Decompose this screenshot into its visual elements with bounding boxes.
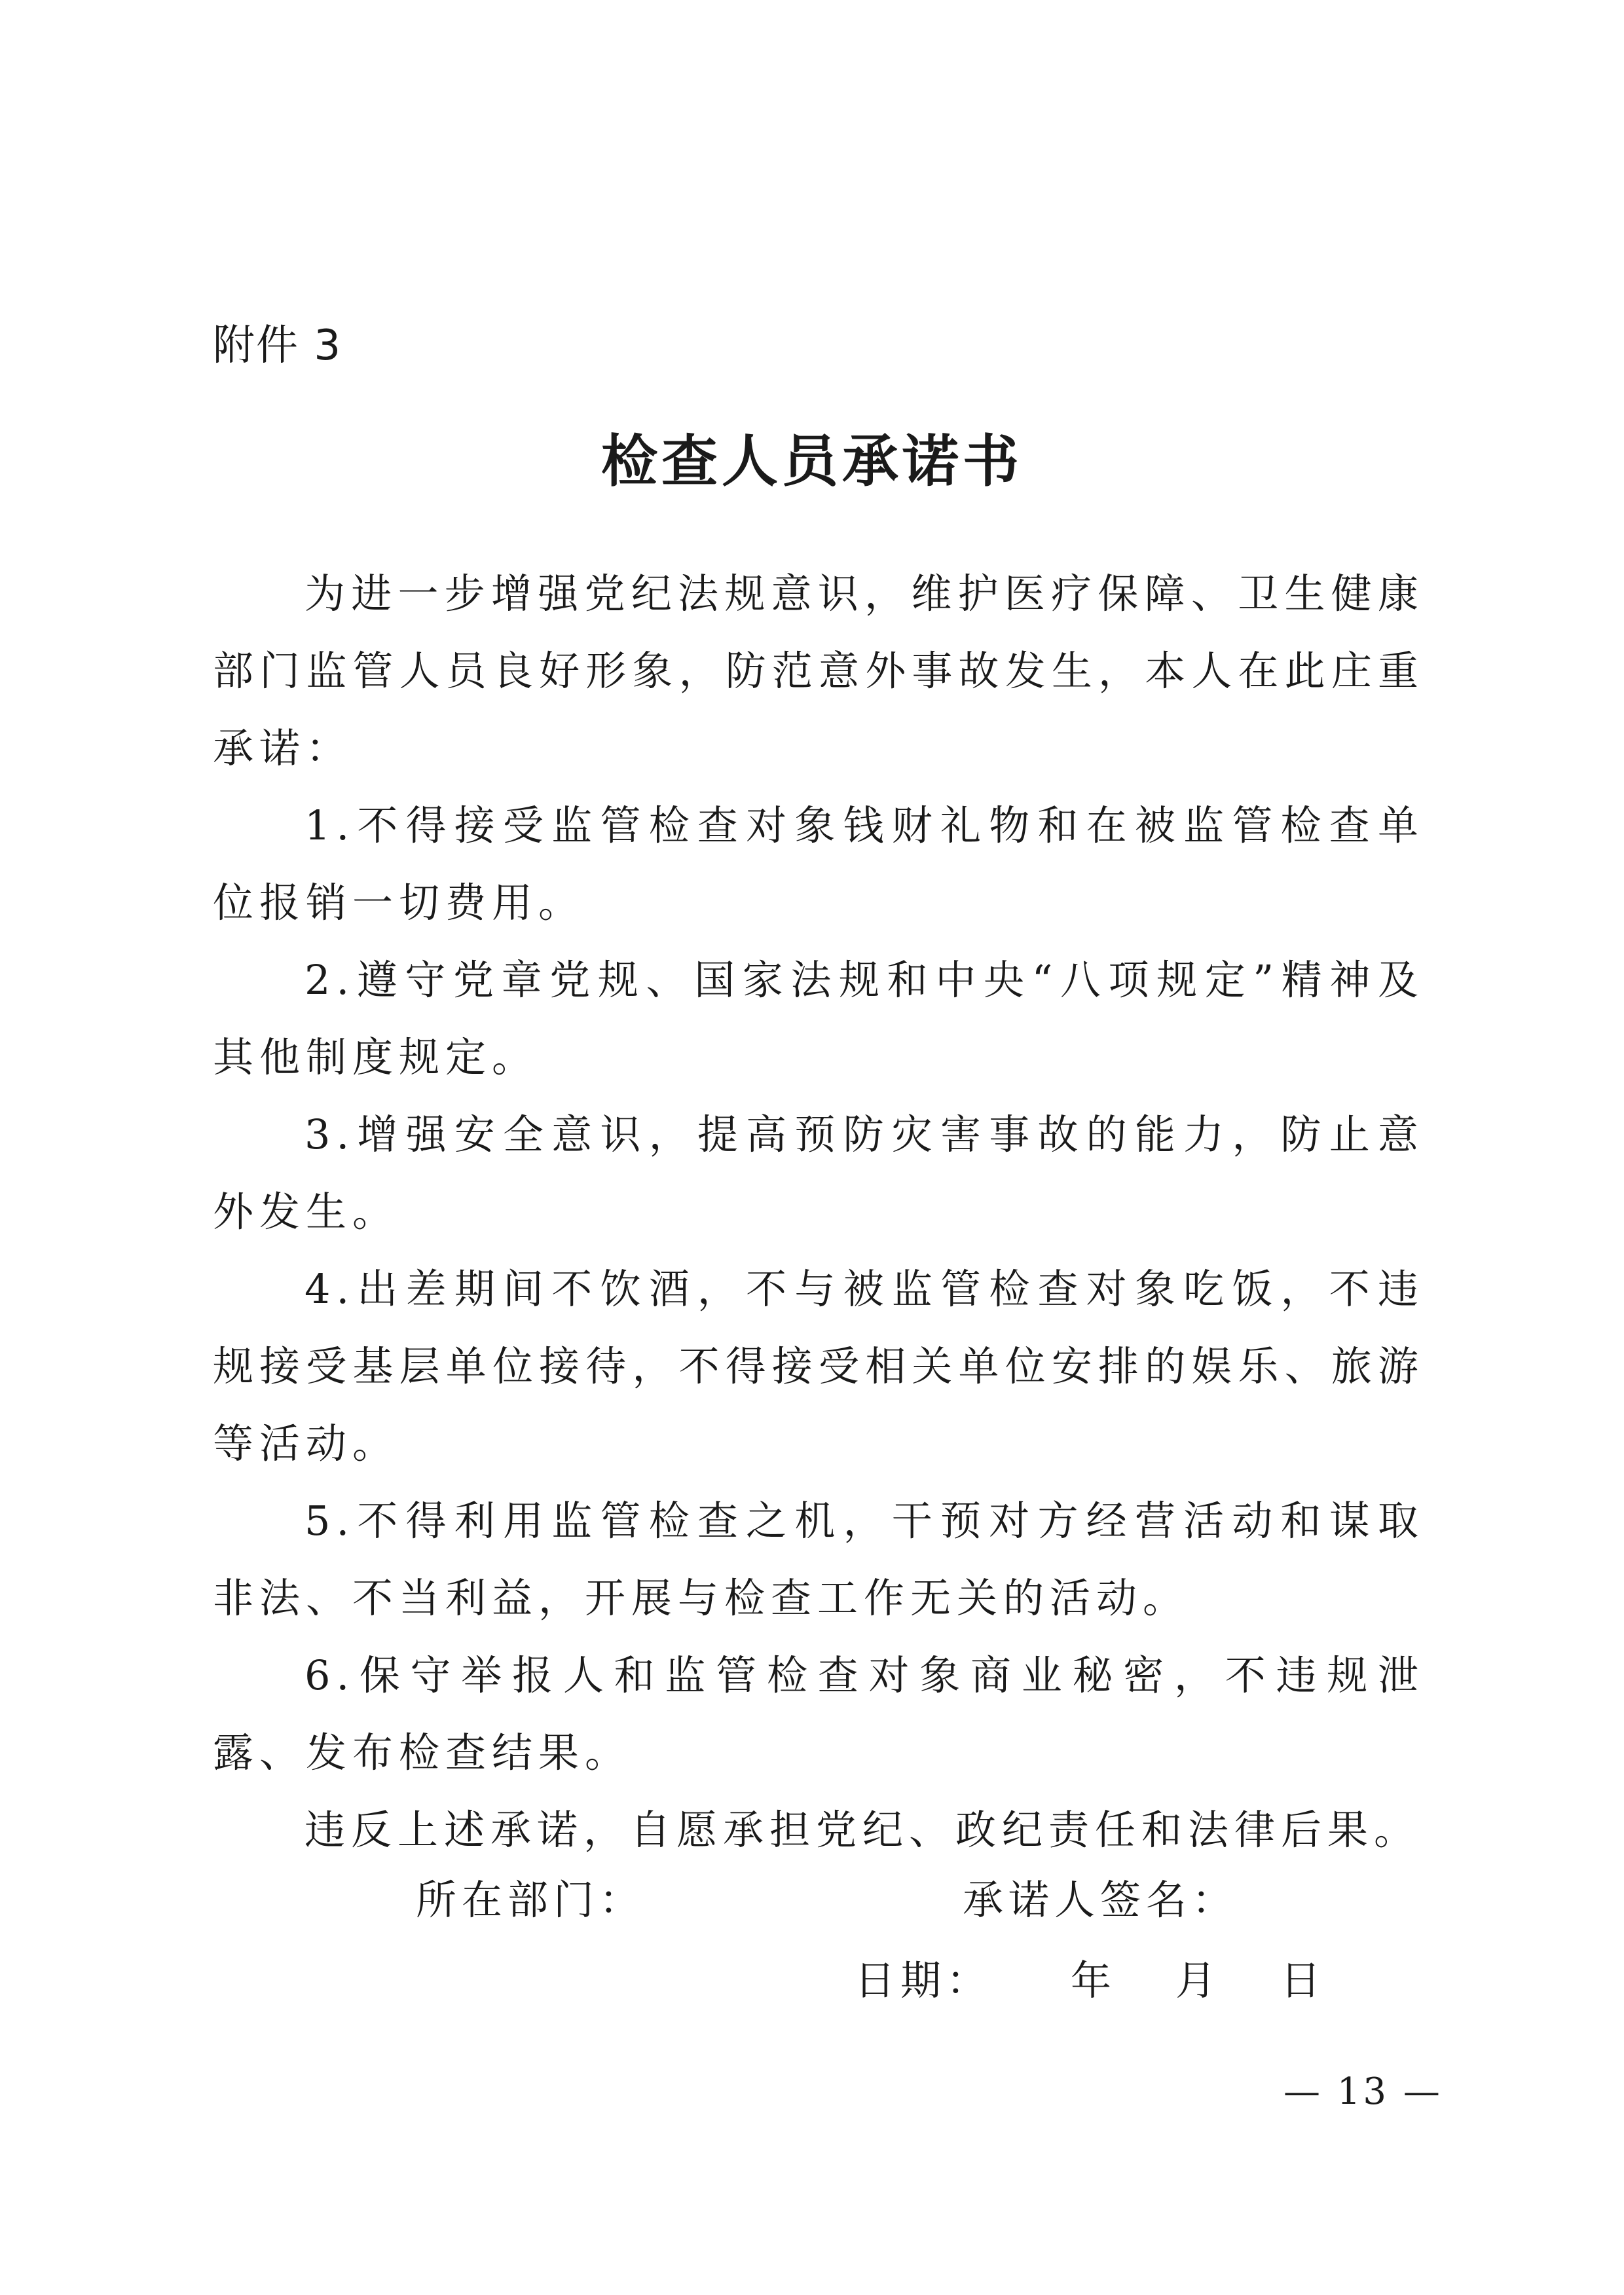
commitment-item-1: 1.不得接受监管检查对象钱财礼物和在被监管检查单位报销一切费用。 <box>213 801 1424 927</box>
commitment-item-5: 5.不得利用监管检查之机，干预对方经营活动和谋取非法、不当利益，开展与检查工作无关的活动。 <box>213 1497 1424 1622</box>
month-label: 月 <box>1175 1956 1222 2004</box>
commitment-item-6: 6.保守举报人和监管检查对象商业秘密，不违规泄露、发布检查结果。 <box>213 1651 1424 1776</box>
signer-label: 承诺人签名： <box>963 1876 1238 1924</box>
date-label: 日期： <box>855 1956 993 2004</box>
commitment-item-4: 4.出差期间不饮酒，不与被监管检查对象吃饭，不违规接受基层单位接待，不得接受相关单位安排的娱乐、旅游等活动。 <box>213 1265 1424 1467</box>
day-label: 日 <box>1280 1956 1327 2004</box>
page-number: — 13 — <box>1283 2070 1443 2113</box>
document-body <box>213 555 1424 1869</box>
document-title: 检查人员承诺书 <box>601 429 1023 494</box>
attachment-label: 附件 3 <box>213 321 342 370</box>
closing-paragraph: 违反上述承诺，自愿承担党纪、政纪责任和法律后果。 <box>304 1806 1421 1854</box>
commitment-item-2: 2.遵守党章党规、国家法规和中央“八项规定”精神及其他制度规定。 <box>213 956 1424 1081</box>
year-label: 年 <box>1071 1956 1117 2004</box>
commitment-item-3: 3.增强安全意识，提高预防灾害事故的能力，防止意外发生。 <box>213 1111 1424 1236</box>
date-line <box>855 1955 1326 2007</box>
intro-paragraph: 为进一步增强党纪法规意识，维护医疗保障、卫生健康部门监管人员良好形象，防范意外事故发生，本人在此庄重承诺： <box>213 570 1424 772</box>
department-label: 所在部门： <box>416 1876 646 1924</box>
